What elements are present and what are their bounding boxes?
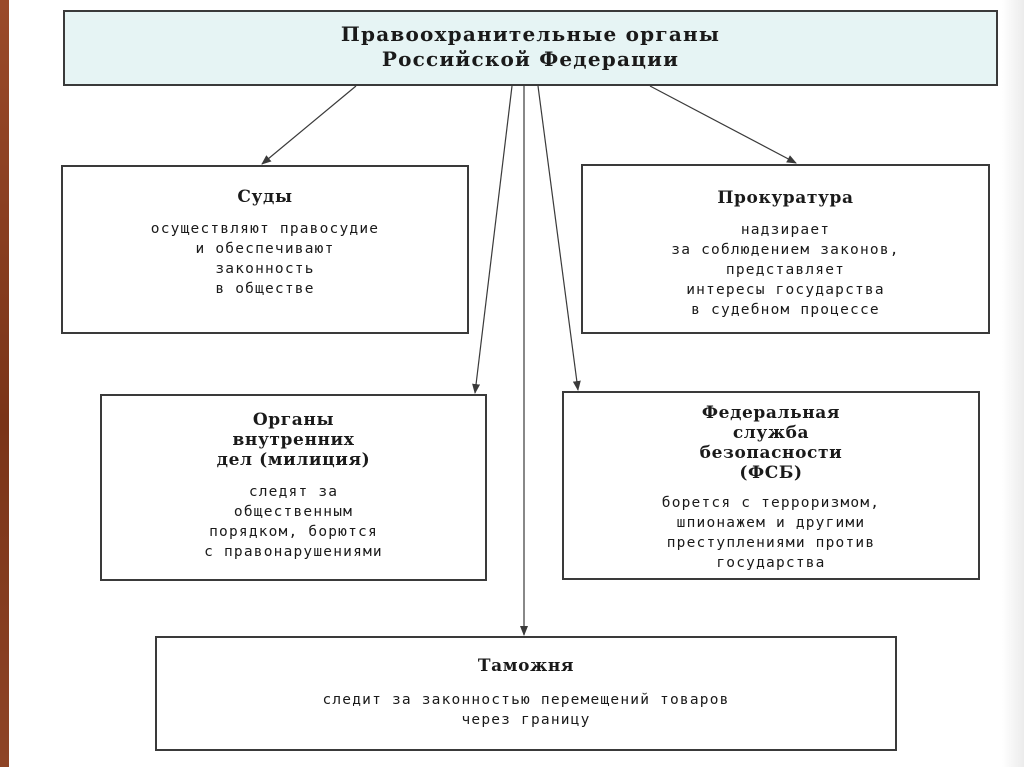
police-desc-line: с правонарушениями bbox=[204, 544, 383, 560]
courts-desc-line: в обществе bbox=[215, 281, 315, 297]
fsb-title-line: Федеральная bbox=[701, 403, 841, 423]
courts-box bbox=[61, 165, 469, 334]
police-title-line: дел (милиция) bbox=[216, 450, 371, 470]
police-desc-line: порядком, борются bbox=[209, 524, 378, 540]
arrow-to-courts bbox=[262, 86, 356, 164]
customs-title: Таможня bbox=[477, 656, 575, 676]
police-desc-line: общественным bbox=[233, 504, 354, 520]
customs-description bbox=[157, 690, 895, 730]
prosecutor-box bbox=[581, 164, 990, 334]
customs-desc-line: следит за законностью перемещений товаров bbox=[322, 692, 730, 708]
courts-desc-line: и обеспечивают bbox=[195, 241, 335, 257]
arrow-to-prosecutor bbox=[650, 86, 796, 163]
prosecutor-desc-line: представляет bbox=[725, 262, 846, 278]
courts-desc-line: осуществляют правосудие bbox=[150, 221, 380, 237]
arrow-to-police bbox=[475, 86, 512, 393]
fsb-desc-line: борется с терроризмом, bbox=[661, 495, 881, 511]
fsb-title-line: служба bbox=[732, 423, 810, 443]
fsb-description bbox=[564, 493, 978, 573]
root-title-line-1: Правоохранительные органы bbox=[340, 22, 721, 46]
prosecutor-desc-line: надзирает bbox=[740, 222, 831, 238]
fsb-desc-line: преступлениями против bbox=[666, 535, 876, 551]
courts-desc-line: законность bbox=[215, 261, 315, 277]
prosecutor-desc-line: интересы государства bbox=[686, 282, 885, 298]
root-box bbox=[63, 10, 998, 86]
police-description bbox=[102, 482, 485, 562]
root-title-line-2: Российской Федерации bbox=[381, 47, 680, 71]
prosecutor-description bbox=[583, 220, 988, 320]
police-title-line: внутренних bbox=[232, 430, 355, 450]
prosecutor-title: Прокуратура bbox=[717, 188, 854, 208]
courts-title: Суды bbox=[237, 187, 293, 207]
customs-desc-line: через границу bbox=[461, 712, 591, 728]
fsb-box bbox=[562, 391, 980, 580]
courts-description bbox=[63, 219, 467, 299]
fsb-title-line: безопасности bbox=[699, 443, 843, 463]
arrow-to-fsb bbox=[538, 86, 578, 390]
prosecutor-desc-line: в судебном процессе bbox=[691, 302, 880, 318]
prosecutor-desc-line: за соблюдением законов, bbox=[671, 242, 900, 258]
police-desc-line: следят за bbox=[248, 484, 339, 500]
customs-box bbox=[155, 636, 897, 751]
fsb-desc-line: государства bbox=[716, 555, 826, 571]
police-box bbox=[100, 394, 487, 581]
fsb-desc-line: шпионажем и другими bbox=[676, 515, 866, 531]
police-title-line: Органы bbox=[252, 410, 335, 430]
fsb-title-line: (ФСБ) bbox=[739, 463, 803, 483]
